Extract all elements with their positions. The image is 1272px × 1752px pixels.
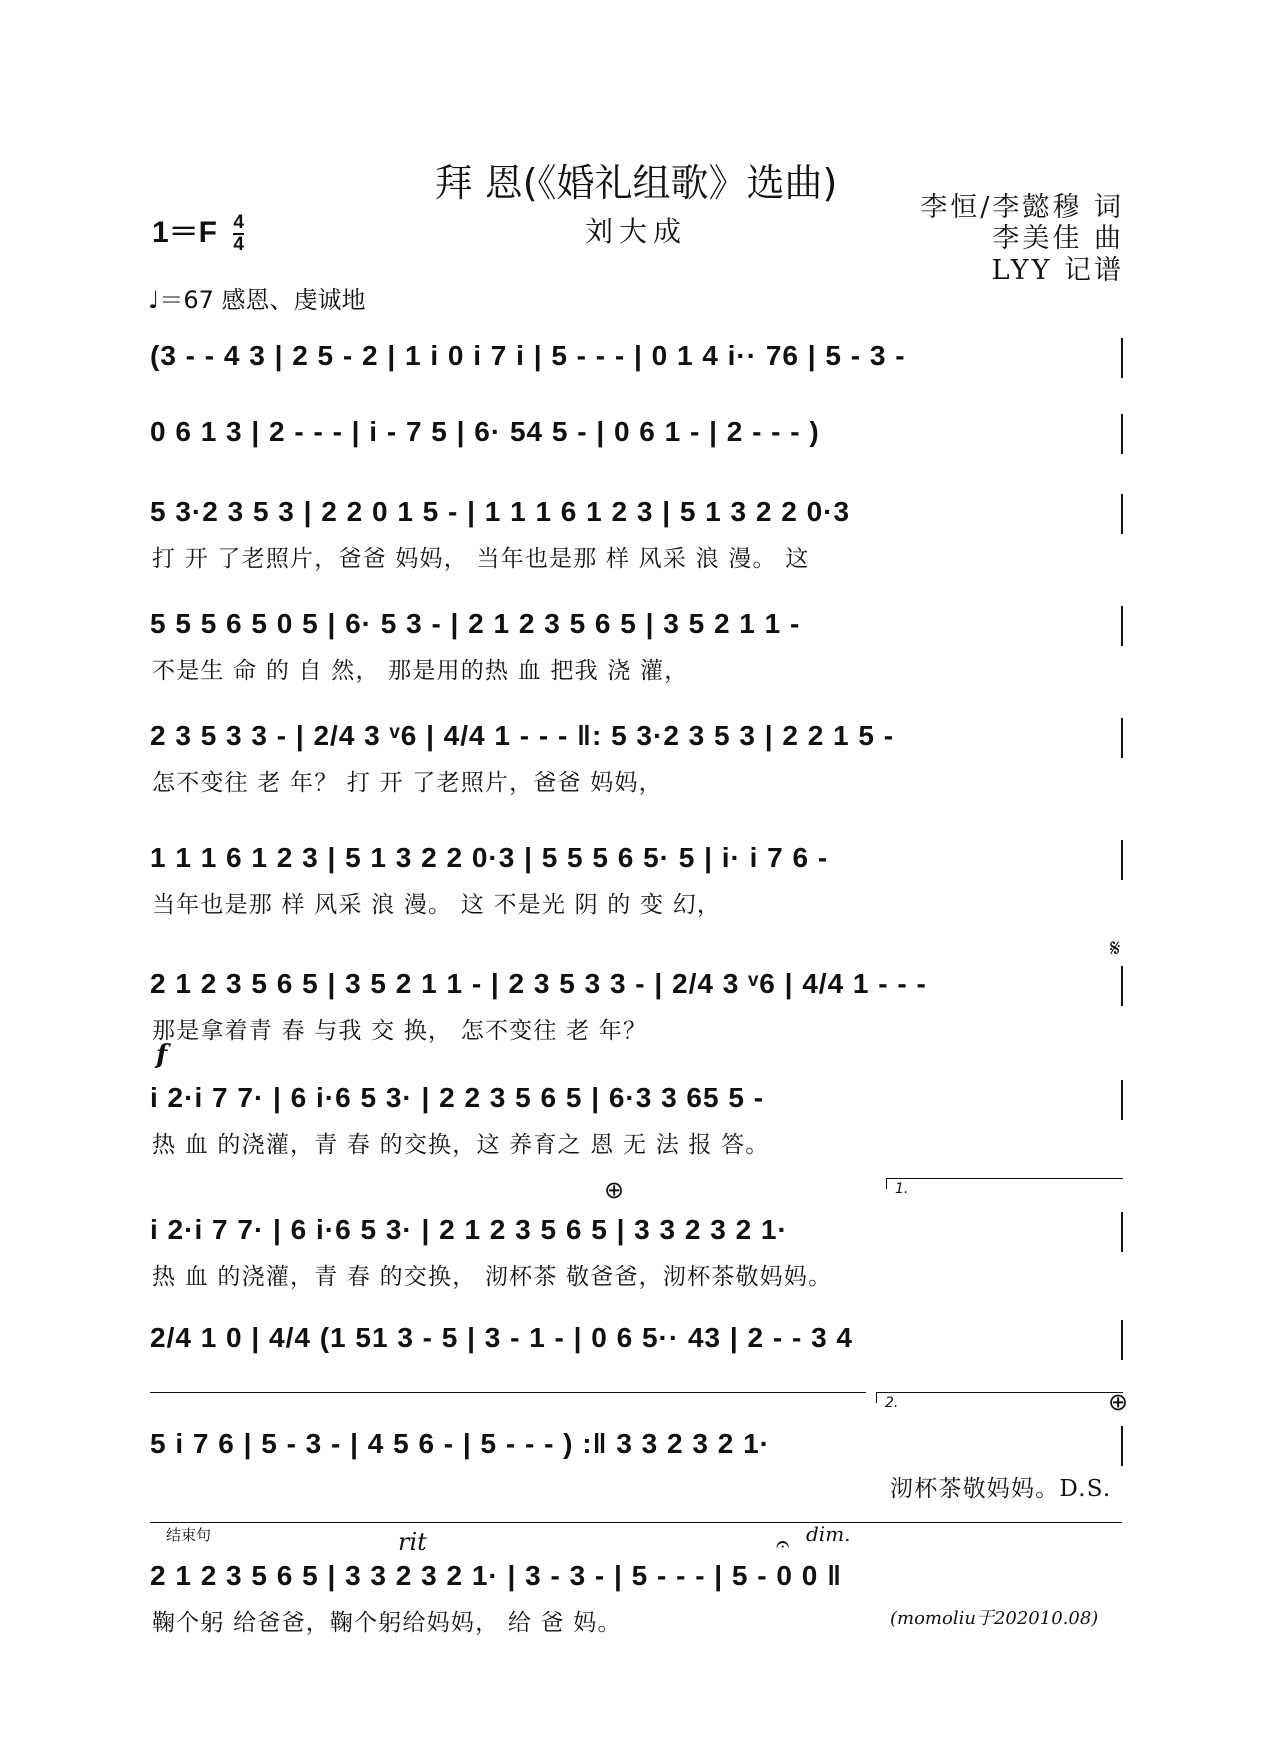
barline xyxy=(1121,718,1123,758)
system-5-notes: 2 3 5 3 3 - | 2/4 3 ᵛ6 | 4/4 1 - - - ‖: 5 3·2 3 5 3 | 2 2 1 5 - xyxy=(150,720,895,751)
barline xyxy=(1121,966,1123,1006)
fermata-icon: 𝄐 xyxy=(776,1530,790,1558)
tempo-marking: ♩＝67 感恩、虔诚地 xyxy=(148,286,366,314)
system-9-notes: i 2·i 7 7· | 6 i·6 5 3· | 2 1 2 3 5 6 5 | 3 3 2 3 2 1· xyxy=(150,1214,788,1245)
singer: 刘大成 xyxy=(584,215,687,248)
forte-mark: f xyxy=(156,1040,168,1070)
composer: 李美佳 曲 xyxy=(992,223,1124,254)
system-10-notes: 2/4 1 0 | 4/4 (1 51 3 - 5 | 3 - 1 - | 0 6 5·· 43 | 2 - - 3 4 xyxy=(150,1322,853,1353)
barline xyxy=(1121,1080,1123,1120)
barline xyxy=(1121,840,1123,880)
system-1-notes: (3 - - 4 3 | 2 5 - 2 | 1 i 0 i 7 i | 5 - - - | 0 1 4 i·· 76 | 5 - 3 - xyxy=(150,340,906,371)
barline xyxy=(1121,494,1123,534)
time-signature-bottom: 4 xyxy=(233,234,244,256)
system-12-notes: 2 1 2 3 5 6 5 | 3 3 2 3 2 1· | 3 - 3 - | 5 - - - | 5 - 0 0 ‖ xyxy=(150,1560,843,1591)
system-9-lyrics: 热 血 的浇灌，青 春 的交换， 沏杯茶 敬爸爸，沏杯茶敬妈妈。 xyxy=(152,1264,833,1290)
volta-2-label: 2. xyxy=(885,1395,899,1411)
system-6-lyrics: 当年也是那 样 风采 浪 漫。 这 不是光 阴 的 变 幻， xyxy=(152,892,722,918)
time-signature-top: 4 xyxy=(233,212,244,234)
coda-icon: ⊕ xyxy=(1108,1388,1129,1416)
dim-mark: dim. xyxy=(806,1522,851,1546)
system-8-lyrics: 热 血 的浇灌，青 春 的交换，这 养育之 恩 无 法 报 答。 xyxy=(152,1132,770,1158)
transcriber: LYY 记谱 xyxy=(991,255,1124,286)
volta-1-label: 1. xyxy=(895,1181,909,1197)
barline xyxy=(1121,1212,1123,1252)
lyricist: 李恒/李懿穆 词 xyxy=(920,192,1124,223)
segno-icon: 𝄋 xyxy=(1110,934,1121,962)
rit-mark: rit xyxy=(398,1528,427,1556)
system-5-lyrics: 怎不变往 老 年？ 打 开 了老照片，爸爸 妈妈， xyxy=(152,770,663,796)
system-12-lyrics: 鞠个躬 给爸爸，鞠个躬给妈妈， 给 爸 妈。 xyxy=(152,1610,622,1636)
score-title: 拜 恩(《婚礼组歌》选曲) xyxy=(434,161,838,205)
barline xyxy=(1121,338,1123,378)
barline xyxy=(1121,606,1123,646)
system-3-lyrics: 打 开 了老照片，爸爸 妈妈， 当年也是那 样 风采 浪 漫。 这 xyxy=(152,546,810,572)
barline xyxy=(1121,1320,1123,1360)
system-6-notes: 1 1 1 6 1 2 3 | 5 1 3 2 2 0·3 | 5 5 5 6 5· 5 | i· i 7 6 - xyxy=(150,842,829,873)
key-label: 1＝F xyxy=(152,216,218,249)
system-4-lyrics: 不是生 命 的 自 然， 那是用的热 血 把我 浇 灌， xyxy=(152,658,689,684)
system-7-lyrics: 那是拿着青 春 与我 交 换， 怎不变往 老 年？ xyxy=(152,1018,648,1044)
system-11-lyrics: 沏杯茶敬妈妈。D.S. xyxy=(890,1476,1112,1502)
system-3-notes: 5 3·2 3 5 3 | 2 2 0 1 5 - | 1 1 1 6 1 2 3 | 5 1 3 2 2 0·3 xyxy=(150,496,851,527)
barline xyxy=(1121,414,1123,454)
system-2-notes: 0 6 1 3 | 2 - - - | i - 7 5 | 6· 54 5 - | 0 6 1 - | 2 - - - ) xyxy=(150,416,820,447)
system-8-notes: i 2·i 7 7· | 6 i·6 5 3· | 2 2 3 5 6 5 | 6·3 3 65 5 - xyxy=(150,1082,765,1113)
volta-1-bracket xyxy=(886,1178,1123,1197)
volta-2-bracket xyxy=(876,1392,1123,1411)
system-4-notes: 5 5 5 6 5 0 5 | 6· 5 3 - | 2 1 2 3 5 6 5 | 3 5 2 1 1 - xyxy=(150,608,801,639)
system-7-notes: 2 1 2 3 5 6 5 | 3 5 2 1 1 - | 2 3 5 3 3 - | 2/4 3 ᵛ6 | 4/4 1 - - - xyxy=(150,968,927,999)
ending-bracket-line xyxy=(150,1522,1122,1523)
barline xyxy=(1121,1426,1123,1466)
footer-signature: (momoliu于202010.08) xyxy=(890,1608,1099,1629)
system-11-notes: 5 i 7 6 | 5 - 3 - | 4 5 6 - | 5 - - - ) :‖ 3 3 2 3 2 1· xyxy=(150,1428,770,1459)
coda-icon: ⊕ xyxy=(604,1176,625,1204)
volta-1-extension-line xyxy=(150,1392,866,1393)
ending-label: 结束句 xyxy=(166,1526,212,1544)
